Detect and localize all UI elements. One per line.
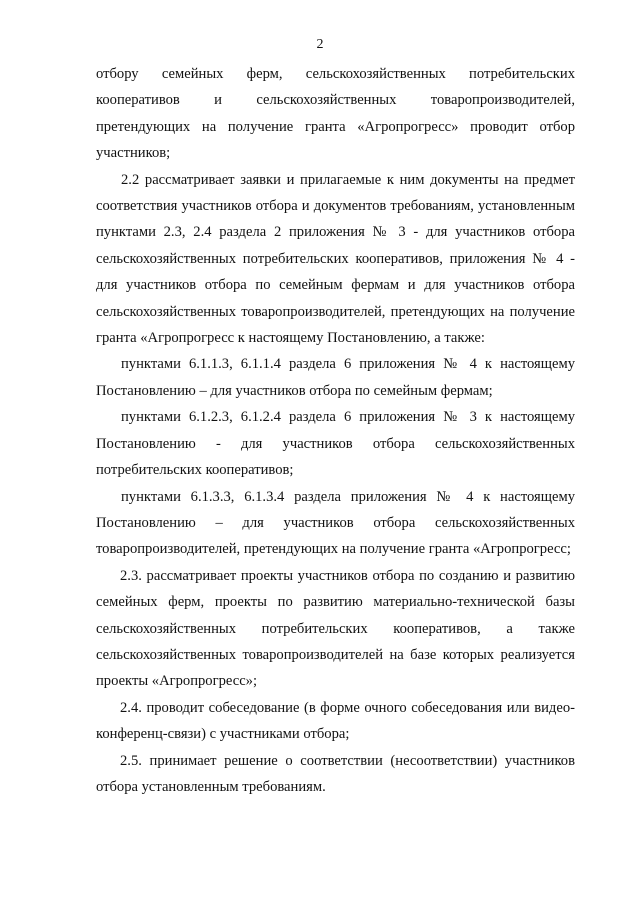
paragraph-2-3: 2.3. рассматривает проекты участников отбора по созданию и развитию семейных ферм, проекты по развитию материально-технической базы сельскохозяйственных потребительских кооперативов, а также сельскохозяйственных товаропроизводителей на базе которых реализуется проекты «Агропрогресс»; <box>96 567 575 690</box>
paragraph-2-2: 2.2 рассматривает заявки и прилагаемые к ним документы на предмет соответствия участников отбора и документов требованиям, установленным пунктами 2.3, 2.4 раздела 2 приложения № 3 - для участников отбора сельскохозяйственных потребительских кооперативов, приложения № 4 - для участников отбора по семейным фермам и для участников отбора сельскохозяйственных товаропроизводителей, претендующих на получение гранта «Агропрогресс к настоящему Постановлению, а также: <box>96 171 575 347</box>
paragraph-2-5: 2.5. принимает решение о соответствии (несоответствии) участников отбора установленным требованиям. <box>96 752 575 795</box>
paragraph-continuation: отбору семейных ферм, сельскохозяйственных потребительских кооперативов и сельскохозяйственных товаропроизводителей, претендующих на получение гранта «Агропрогресс» проводит отбор участников; <box>96 66 575 162</box>
paragraph-producers: пунктами 6.1.3.3, 6.1.3.4 раздела приложения № 4 к настоящему Постановлению – для участников отбора сельскохозяйственных товаропроизводителей, претендующих на получение гранта «Агропрогресс; <box>96 488 575 558</box>
paragraph-cooperatives: пунктами 6.1.2.3, 6.1.2.4 раздела 6 приложения № 3 к настоящему Постановлению - для участников отбора сельскохозяйственных потребительских кооперативов; <box>96 409 575 479</box>
paragraph-family-farms: пунктами 6.1.1.3, 6.1.1.4 раздела 6 приложения № 4 к настоящему Постановлению – для участников отбора по семейным фермам; <box>96 356 575 399</box>
paragraph-2-4: 2.4. проводит собеседование (в форме очного собеседования или видео-конференц-связи) с участниками отбора; <box>96 699 575 743</box>
page-number: 2 <box>316 37 324 52</box>
document-body <box>96 61 575 800</box>
